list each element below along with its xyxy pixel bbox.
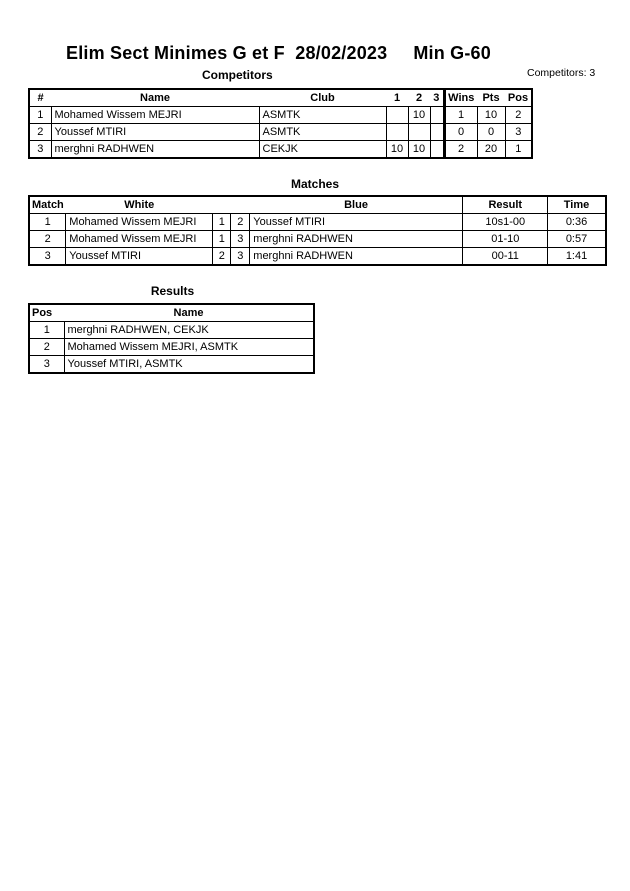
time-cell: 0:57: [548, 231, 606, 248]
club-cell: ASMTK: [259, 124, 386, 141]
result-cell: 10s1-00: [463, 214, 548, 231]
matches-section-heading: Matches: [290, 177, 340, 191]
round2-cell: [408, 124, 430, 141]
wins-cell: 1: [444, 107, 477, 124]
round3-cell: [430, 124, 444, 141]
column-header-pts: Pts: [477, 89, 505, 107]
pos-cell: 1: [505, 141, 532, 159]
club-cell: CEKJK: [259, 141, 386, 159]
white-id-cell: 2: [213, 248, 231, 266]
results-table: [28, 303, 315, 374]
blue-name-cell: merghni RADHWEN: [250, 248, 463, 266]
name-cell: Youssef MTIRI: [51, 124, 259, 141]
blue-name-cell: Youssef MTIRI: [250, 214, 463, 231]
round3-cell: [430, 107, 444, 124]
column-header-round1: 1: [386, 89, 408, 107]
pts-cell: 20: [477, 141, 505, 159]
white-name-cell: Youssef MTIRI: [66, 248, 213, 266]
pts-cell: 10: [477, 107, 505, 124]
column-header-white: White: [66, 196, 213, 214]
match-num-cell: 1: [29, 214, 66, 231]
round3-cell: [430, 141, 444, 159]
page-title: Elim Sect Minimes G et F 28/02/2023 Min G-60: [66, 43, 491, 63]
name-cell: merghni RADHWEN: [51, 141, 259, 159]
match-row: [29, 214, 606, 231]
pts-cell: 0: [477, 124, 505, 141]
column-header-round2: 2: [408, 89, 430, 107]
column-header-result: Result: [463, 196, 548, 214]
column-header-club: Club: [259, 89, 386, 107]
round2-cell: 10: [408, 141, 430, 159]
matches-header-row: [29, 196, 606, 214]
club-cell: ASMTK: [259, 107, 386, 124]
match-row: [29, 248, 606, 266]
column-header-name: Name: [64, 304, 314, 322]
column-header-time: Time: [548, 196, 606, 214]
blue-name-cell: merghni RADHWEN: [250, 231, 463, 248]
result-cell: 00-11: [463, 248, 548, 266]
pos-cell: 2: [505, 107, 532, 124]
column-header-pos: Pos: [505, 89, 532, 107]
result-cell: 01-10: [463, 231, 548, 248]
blue-id-cell: 2: [231, 214, 250, 231]
time-cell: 0:36: [548, 214, 606, 231]
column-header-blue: Blue: [250, 196, 463, 214]
pos-cell: 3: [505, 124, 532, 141]
white-id-cell: 1: [213, 214, 231, 231]
column-header-wins: Wins: [444, 89, 477, 107]
round1-cell: [386, 107, 408, 124]
pos-cell: 3: [29, 356, 64, 374]
blue-id-cell: 3: [231, 248, 250, 266]
match-num-cell: 2: [29, 231, 66, 248]
wins-cell: 0: [444, 124, 477, 141]
match-num-cell: 3: [29, 248, 66, 266]
white-id-cell: 1: [213, 231, 231, 248]
results-header-row: [29, 304, 314, 322]
round1-cell: 10: [386, 141, 408, 159]
num-cell: 3: [29, 141, 51, 159]
time-cell: 1:41: [548, 248, 606, 266]
round2-cell: 10: [408, 107, 430, 124]
competitors-table: [28, 88, 533, 159]
pos-cell: 2: [29, 339, 64, 356]
column-header-num: #: [29, 89, 51, 107]
match-row: [29, 231, 606, 248]
competitor-row: [29, 141, 532, 159]
competitor-row: [29, 107, 532, 124]
white-name-cell: Mohamed Wissem MEJRI: [66, 231, 213, 248]
blue-id-cell: 3: [231, 231, 250, 248]
competitors-section-heading: Competitors: [202, 68, 273, 82]
column-header-blue-id: [231, 196, 250, 214]
column-header-round3: 3: [430, 89, 444, 107]
num-cell: 2: [29, 124, 51, 141]
column-header-white-id: [213, 196, 231, 214]
pos-cell: 1: [29, 322, 64, 339]
column-header-name: Name: [51, 89, 259, 107]
result-row: [29, 322, 314, 339]
name-cell: merghni RADHWEN, CEKJK: [64, 322, 314, 339]
name-cell: Mohamed Wissem MEJRI, ASMTK: [64, 339, 314, 356]
results-section-heading: Results: [150, 284, 195, 298]
competitors-count-label: Competitors: 3: [527, 67, 596, 79]
round1-cell: [386, 124, 408, 141]
matches-table: [28, 195, 607, 266]
name-cell: Mohamed Wissem MEJRI: [51, 107, 259, 124]
white-name-cell: Mohamed Wissem MEJRI: [66, 214, 213, 231]
competitor-row: [29, 124, 532, 141]
column-header-pos: Pos: [29, 304, 64, 322]
num-cell: 1: [29, 107, 51, 124]
result-row: [29, 339, 314, 356]
result-row: [29, 356, 314, 374]
competitors-header-row: [29, 89, 532, 107]
column-header-match: Match: [29, 196, 66, 214]
wins-cell: 2: [444, 141, 477, 159]
name-cell: Youssef MTIRI, ASMTK: [64, 356, 314, 374]
